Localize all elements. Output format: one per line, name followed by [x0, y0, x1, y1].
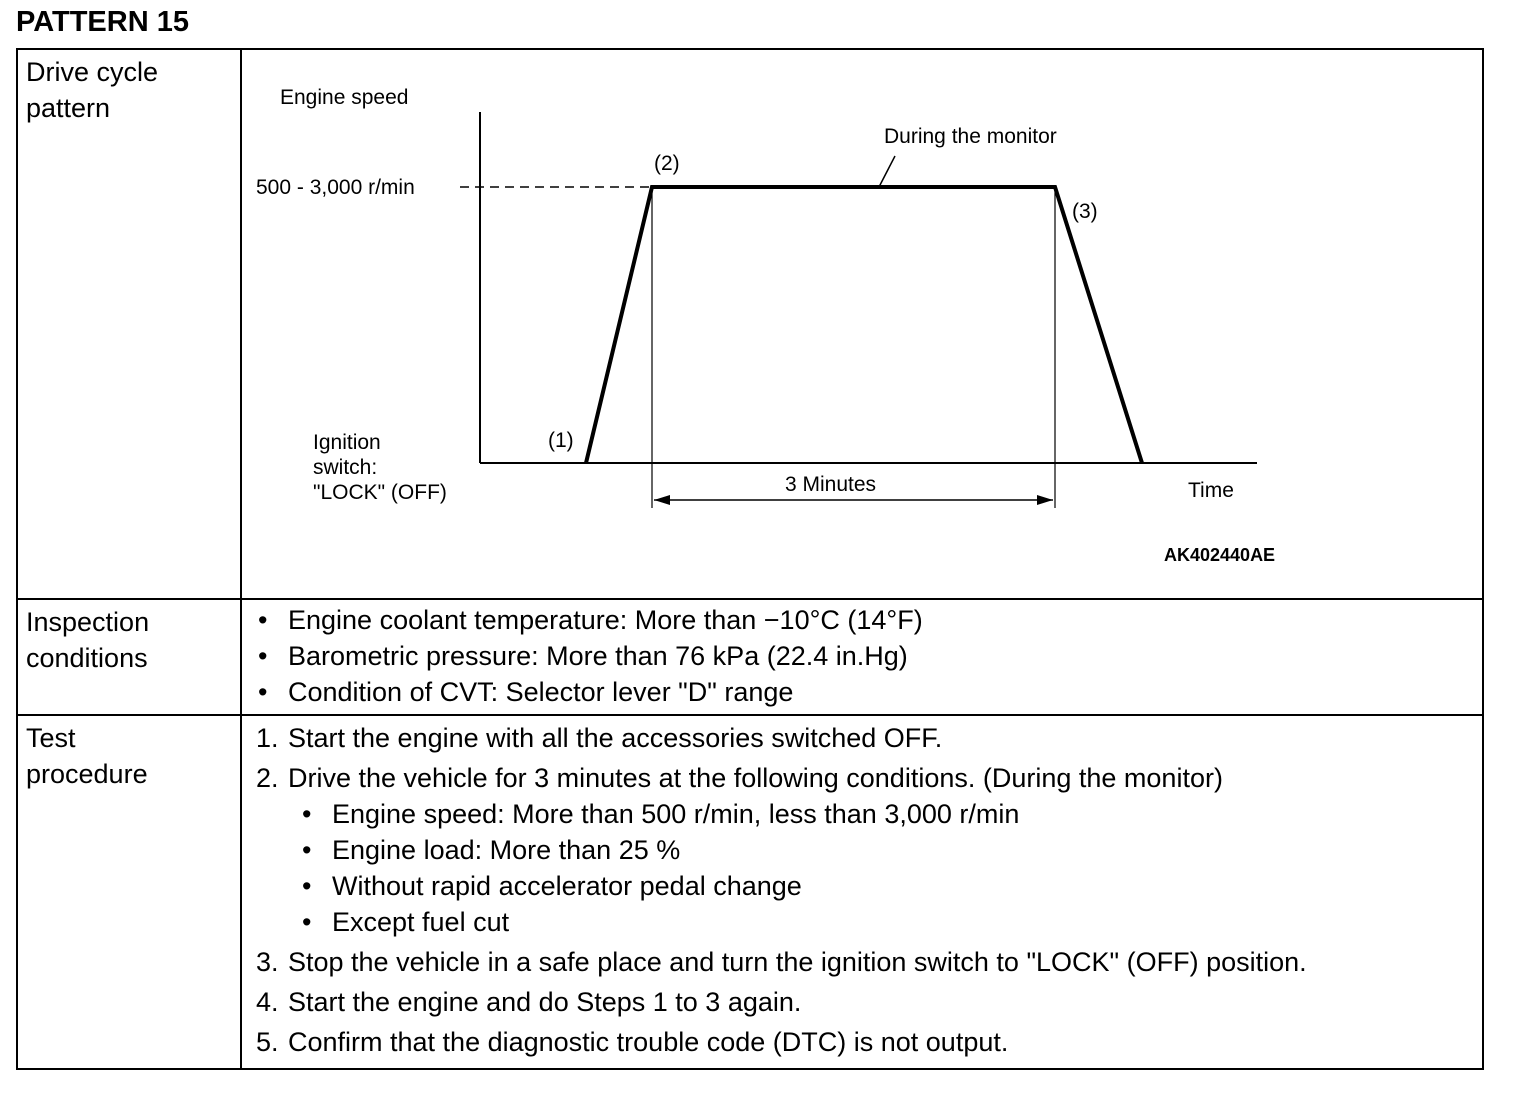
- step-number: 1.: [256, 723, 279, 753]
- ignition-label-line2: switch:: [313, 456, 378, 479]
- step-number: 5.: [256, 1027, 279, 1057]
- test-step: [256, 944, 1482, 980]
- test-step: [256, 984, 1482, 1020]
- list-item: • Without rapid accelerator pedal change: [300, 868, 1482, 904]
- monitor-leader-line: [879, 156, 895, 187]
- point-1-label: (1): [548, 429, 574, 452]
- drive-cycle-diagram: [242, 50, 1500, 600]
- ignition-label-line3: "LOCK" (OFF): [313, 481, 447, 504]
- list-item: • Engine coolant temperature: More than −10°C (14°F): [256, 602, 1482, 638]
- figure-code: AK402440AE: [1164, 545, 1276, 565]
- drive-cycle-diagram-cell: [241, 49, 1483, 599]
- y-axis-label: Engine speed: [280, 86, 409, 109]
- list-item: • Engine load: More than 25 %: [300, 832, 1482, 868]
- step-text: Drive the vehicle for 3 minutes at the following conditions. (During the monitor): [288, 763, 1223, 793]
- list-item: • Engine speed: More than 500 r/min, less than 3,000 r/min: [300, 796, 1482, 832]
- drive-cycle-label-line1: Drive cycle: [26, 57, 159, 87]
- inspection-label: [17, 599, 241, 715]
- step-text: Stop the vehicle in a safe place and turn the ignition switch to "LOCK" (OFF) position.: [288, 947, 1307, 977]
- inspection-row: [17, 599, 1483, 715]
- test-step: [256, 1024, 1482, 1060]
- test-procedure-label-line2: procedure: [26, 759, 148, 789]
- point-2-label: (2): [654, 152, 680, 175]
- test-step: [256, 720, 1482, 756]
- speed-range-label: 500 - 3,000 r/min: [256, 176, 415, 199]
- test-procedure-label: [17, 715, 241, 1069]
- test-procedure-row: [17, 715, 1483, 1069]
- drive-cycle-label: [17, 49, 241, 599]
- ignition-label-line1: Ignition: [313, 431, 381, 454]
- list-item: • Condition of CVT: Selector lever "D" range: [256, 674, 1482, 710]
- engine-speed-profile: [586, 187, 1142, 463]
- test-steps-list: [242, 716, 1482, 1060]
- inspection-conditions-list: [242, 600, 1482, 710]
- list-item: • Barometric pressure: More than 76 kPa (22.4 in.Hg): [256, 638, 1482, 674]
- drive-cycle-row: [17, 49, 1483, 599]
- drive-cycle-table: [16, 48, 1484, 1070]
- x-axis-label: Time: [1188, 479, 1234, 502]
- step-number: 2.: [256, 763, 279, 793]
- list-item: • Except fuel cut: [300, 904, 1482, 940]
- inspection-conditions-cell: [241, 599, 1483, 715]
- test-procedure-cell: [241, 715, 1483, 1069]
- step-2-conditions-list: [256, 796, 1482, 940]
- duration-label: 3 Minutes: [785, 473, 877, 496]
- step-text: Start the engine and do Steps 1 to 3 again.: [288, 987, 802, 1017]
- inspection-label-line1: Inspection: [26, 607, 150, 637]
- test-procedure-label-line1: Test: [26, 723, 76, 753]
- test-step: [256, 760, 1482, 940]
- drive-cycle-label-line2: pattern: [26, 93, 111, 123]
- page-title: PATTERN 15: [16, 6, 189, 38]
- inspection-label-line2: conditions: [26, 643, 148, 673]
- step-number: 3.: [256, 947, 279, 977]
- monitor-label: During the monitor: [884, 125, 1057, 148]
- step-number: 4.: [256, 987, 279, 1017]
- step-text: Confirm that the diagnostic trouble code (DTC) is not output.: [288, 1027, 1009, 1057]
- point-3-label: (3): [1072, 200, 1098, 223]
- step-text: Start the engine with all the accessories switched OFF.: [288, 723, 943, 753]
